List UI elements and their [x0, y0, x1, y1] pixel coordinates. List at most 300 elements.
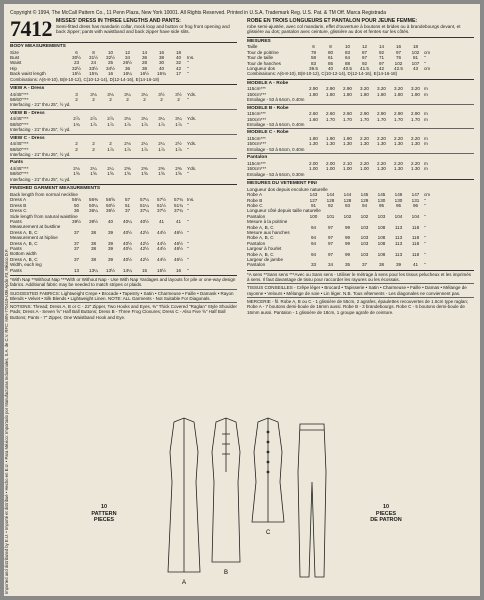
cell-unit: m	[424, 166, 428, 172]
cell-value: 130	[394, 197, 403, 203]
row-label: Pants	[10, 218, 22, 224]
row-label: Measurement at hipline	[10, 235, 58, 241]
cell-value: 1⅞	[90, 121, 97, 127]
cell-value: 17	[175, 71, 182, 77]
cell-value: 95	[395, 202, 402, 208]
cell-value: 30	[158, 60, 165, 66]
cell-value: 104	[394, 213, 403, 219]
cell-value: 2.20	[360, 160, 369, 166]
cell-value: 3½	[175, 91, 182, 97]
cell-value: 2	[75, 146, 78, 152]
cell-value: 16½	[140, 71, 149, 77]
cell-value: 2⅞	[107, 116, 114, 122]
cell-value: 32½	[106, 55, 115, 60]
view-heading: VIEW A - Dress	[10, 86, 45, 92]
cell-value: 3⅛	[124, 116, 131, 122]
cell-value: 40.5	[343, 66, 352, 72]
cell-value: 42	[378, 66, 385, 72]
row-label: Longueur dos	[247, 66, 276, 72]
cell-value: 81	[412, 55, 419, 61]
cell-value: 97	[327, 235, 334, 241]
cell-value: 38	[141, 65, 148, 71]
table-row	[10, 71, 237, 76]
cell-value: 104	[411, 213, 420, 219]
cell-value: 50½	[106, 202, 115, 208]
cell-unit: m	[424, 160, 428, 166]
row-label: 44/45"***	[10, 166, 29, 172]
french-notions: MERCERIE - fil. Robe A, B ou C - 1 glissière de 55cm, 2 agrafes, épaulettes recouvertes de 1.5cm type raglan; Robe A - 7 boutons demi-boule de 16mm aussi. Robe B - 3 brandebourgs. Robe C - 5 boutons demi-boule de 16mm aussi. Pantalon - 1 glissière de 18cm, 1 groupe agrafe de ceinture.	[247, 298, 469, 315]
english-body-table	[10, 50, 237, 77]
cell-value: 103	[360, 251, 369, 257]
fig-label-a: A	[182, 580, 187, 586]
interfacing-note: Interfacing - 21" thru 25", ½ yd.	[10, 152, 71, 158]
cell-value: 130	[377, 197, 386, 203]
row-label: Pantalon	[247, 213, 266, 219]
cell-value: 97	[378, 60, 385, 66]
english-description: Semi-fitted dress has mandarin collar, mock loop and button or frog front opening and back zipper; pants with waistband and back zipper have side slits.	[56, 24, 230, 35]
cell-value: 99	[344, 224, 351, 230]
english-finished-table	[10, 192, 237, 273]
fig-label-c: C	[266, 530, 271, 536]
french-column	[247, 18, 474, 315]
cell-value: 1.00	[309, 166, 318, 172]
french-title: ROBE EN TROIS LONGUEURS ET PANTALON POUR JEUNE FEMME:	[247, 18, 418, 24]
cell-value: 2.20	[360, 136, 369, 142]
cell-unit: cm	[424, 49, 431, 55]
cell-value: 3	[75, 91, 78, 97]
cell-unit: "	[424, 251, 426, 257]
french-yardage	[247, 81, 474, 177]
row-label: Mesure à la poitrine	[247, 219, 288, 225]
cell-value: 46½	[174, 240, 183, 246]
row-label: Robe A, B, C	[247, 251, 274, 257]
cell-value: 131	[411, 197, 420, 203]
cell-value: 42	[175, 65, 182, 71]
cell-value: 1⅝	[175, 171, 182, 177]
cell-value: 145	[377, 192, 386, 198]
english-finished-title: FINISHED GARMENT MEASUREMENTS	[10, 186, 101, 192]
cell-value: 2.90	[343, 86, 352, 92]
french-fabrics: TISSUS CONSEILLES - Crêpe léger • Brocard • Tapisserie • Satin • Charmeuse • Faille • Damas • Mélange de rayonne • Velours • Mélange de soie • Lin léger. N.B. Tous vêtements - Les diagonales ne conviennent pas.	[247, 285, 467, 296]
row-label: Robe C	[247, 202, 263, 208]
cell-value: 2.20	[377, 136, 386, 142]
cell-value: 1.00	[360, 166, 369, 172]
cell-value: 1¾	[73, 121, 80, 127]
row-label: Waist	[10, 60, 22, 66]
cell-value: 129	[360, 197, 369, 203]
cell-value: 2⅛	[124, 141, 131, 147]
pants-drawing	[298, 424, 326, 577]
cell-value: 2	[92, 97, 95, 103]
cell-value: 113	[394, 224, 403, 230]
cell-value: 102	[360, 213, 369, 219]
english-yardage	[10, 86, 237, 182]
cell-value: 44½	[157, 256, 166, 262]
cell-value: 16	[175, 267, 182, 273]
row-label: 150cm***	[247, 116, 267, 122]
cell-value: 102	[343, 213, 352, 219]
english-header	[10, 18, 237, 40]
cell-value: 38	[90, 245, 97, 251]
cell-value: 2.20	[411, 136, 420, 142]
cell-unit: "	[187, 208, 189, 214]
cell-unit: "	[424, 60, 426, 66]
pieces-word-fr: PIECES	[375, 510, 397, 517]
cell-unit: m	[424, 136, 428, 142]
cell-value: 97	[395, 49, 402, 55]
cell-value: 39	[107, 240, 114, 246]
cell-value: 97	[327, 240, 334, 246]
cell-value: 39½	[72, 218, 81, 224]
row-label: Tour de hanches	[247, 60, 281, 66]
cell-unit: "	[187, 146, 189, 152]
row-label: 58/60"***	[10, 121, 29, 127]
cell-value: 51½	[157, 202, 166, 208]
cell-value: 99	[344, 235, 351, 241]
cell-value: 37	[73, 256, 80, 262]
cell-unit: cm	[424, 66, 431, 72]
view-heading: Pants	[10, 160, 24, 166]
row-label: 58/60"***	[10, 146, 29, 152]
cell-value: 38	[378, 262, 385, 268]
cell-value: 100	[309, 213, 318, 219]
cell-value: 128	[326, 197, 335, 203]
cell-unit: "	[187, 171, 189, 177]
cell-value: 113	[394, 235, 403, 241]
cell-value: 44½	[157, 240, 166, 246]
row-label: 115cm***	[247, 86, 266, 92]
cell-value: 40½	[123, 245, 132, 251]
cell-value: 94	[361, 202, 368, 208]
cell-value: 92	[327, 202, 334, 208]
cell-value: 2.90	[411, 111, 420, 117]
cell-unit: "	[187, 60, 189, 66]
cell-unit: Yds.	[187, 166, 197, 172]
cell-value: 94	[310, 235, 317, 241]
cell-value: 2.20	[394, 136, 403, 142]
pieces-count: 10	[100, 504, 108, 510]
french-finished-title: MESURES DU VETEMENT FINI	[247, 181, 317, 187]
cell-value: 97	[327, 251, 334, 257]
cell-value: 102	[394, 60, 403, 66]
cell-value: 25	[107, 60, 114, 66]
cell-unit: "	[187, 202, 189, 208]
cell-value: 50¼	[89, 202, 98, 208]
cell-value: 1⅞	[158, 146, 165, 152]
cell-value: 1⅞	[107, 121, 114, 127]
cell-value: 1⅝	[158, 171, 165, 177]
cell-value: 1.70	[411, 116, 420, 122]
cell-value: 32	[175, 60, 182, 66]
cell-value: 92	[361, 60, 368, 66]
cell-value: 36½	[106, 208, 115, 214]
row-label: 115cm***	[247, 160, 266, 166]
cell-value: 33½	[89, 65, 98, 71]
cell-value: 57	[124, 197, 131, 203]
cell-value: 42½	[140, 229, 149, 235]
cell-value: 2	[92, 141, 95, 147]
cell-value: 1⅞	[124, 121, 131, 127]
cell-value: 1.80	[309, 136, 318, 142]
cell-unit: Yds.	[187, 141, 197, 147]
cell-value: 61	[327, 55, 334, 61]
cell-value: 113	[394, 240, 403, 246]
cell-value: 2.10	[343, 160, 352, 166]
cell-value: 144	[326, 192, 335, 198]
row-label: Dress A, B, C	[10, 240, 38, 246]
cell-value: 144	[343, 192, 352, 198]
cell-value: 57¼	[140, 197, 149, 203]
english-combos: Combinations: A(6-8-10), B(8-10-12), C(10-12-14), D(12-14-16), E(14-16-18)	[10, 76, 160, 82]
cell-value: 1.80	[326, 91, 335, 97]
cell-value: 51¼	[140, 202, 149, 208]
cell-value: 2¼	[90, 166, 97, 172]
cell-value: 56⅝	[106, 197, 115, 203]
cell-unit: m	[424, 111, 428, 117]
cell-value: 36	[73, 208, 80, 214]
cell-unit: "	[424, 213, 426, 219]
cell-value: 2.60	[343, 111, 352, 117]
cell-value: 56⅛	[72, 197, 81, 203]
cell-value: 41.5	[360, 66, 369, 72]
cell-value: 51	[124, 202, 131, 208]
cell-value: 78	[310, 49, 317, 55]
pieces-word: PATTERN	[91, 510, 117, 517]
row-label: 44/45"***	[10, 141, 29, 147]
french-finished-table	[247, 187, 474, 268]
cell-value: 85	[327, 60, 334, 66]
cell-value: 101	[326, 213, 335, 219]
cell-value: 16	[107, 71, 114, 77]
cell-value: 3.20	[360, 86, 369, 92]
interfacing-note: Entoilage - 53 à 64cm, 0.30m	[247, 171, 305, 177]
cell-value: 1.30	[343, 141, 352, 147]
table-row	[10, 268, 237, 273]
english-notions: NOTIONS: Thread; Dress A, B or C - 22" Zipper, Two Hooks and Eyes, ⅜" Thick Covered "Raglan" Style Shoulder Pads; Dress A - Seven ⅝" Half Ball Buttons; Dress B - Three Frog Closures; Dress C - Also Five ⅝" Half Ball Buttons; Pants - 7" Zipper, One Waistband Hook and Eye.	[10, 304, 237, 320]
cell-value: 30½	[72, 55, 81, 60]
row-label: Bottom width	[10, 251, 37, 257]
row-label: 58/60"***	[10, 171, 29, 177]
row-label: Mesure aux hanches	[247, 229, 290, 235]
cell-value: 1⅞	[141, 121, 148, 127]
cell-value: 1.30	[394, 141, 403, 147]
cell-unit: Yds.	[187, 116, 197, 122]
cell-value: 1.70	[326, 116, 335, 122]
cell-unit: "	[187, 71, 189, 77]
cell-value: 91	[310, 202, 317, 208]
cell-value: 2⅞	[73, 116, 80, 122]
cell-value: 2.20	[394, 160, 403, 166]
cell-value: 1⅞	[158, 121, 165, 127]
cell-value: 2⅛	[73, 166, 80, 172]
view-heading: MODELE A - Robe	[247, 80, 289, 86]
cell-value: 1.30	[411, 141, 420, 147]
cell-value: 15¾	[89, 71, 98, 77]
cell-value: 2¼	[107, 166, 114, 172]
cell-value: 37	[124, 208, 131, 214]
cell-value: 15½	[72, 71, 81, 77]
row-label: Robe B	[247, 197, 263, 203]
cell-value: 12	[361, 44, 368, 50]
row-label: Tour de taille	[247, 55, 274, 61]
pattern-envelope-back	[4, 4, 480, 596]
cell-value: 2.60	[326, 111, 335, 117]
view-heading: MODELE C - Robe	[247, 130, 289, 136]
english-nap-note: *With Nap **Without Nap ***With or Without Nap - Use With Nap Yardages and layouts for pile or one-way design fabrics. Additional fabric may be needed to match stripes or plaids.	[10, 276, 236, 288]
cell-value: 108	[377, 235, 386, 241]
cell-value: 1⅞	[175, 146, 182, 152]
cell-value: 1.80	[360, 91, 369, 97]
cell-unit: "	[187, 229, 189, 235]
cell-value: 92	[378, 49, 385, 55]
cell-value: 1.70	[377, 116, 386, 122]
cell-value: 1⅞	[141, 146, 148, 152]
cell-value: 56⅜	[89, 197, 98, 203]
cell-value: 143	[309, 192, 318, 198]
cell-value: 1⅞	[124, 146, 131, 152]
cell-value: 1.30	[360, 141, 369, 147]
cell-unit: "	[424, 235, 426, 241]
cell-value: 2.90	[309, 86, 318, 92]
cell-value: 57¾	[174, 197, 183, 203]
cell-unit: m	[424, 86, 428, 92]
cell-value: 13	[73, 267, 80, 273]
cell-value: 2.60	[309, 111, 318, 117]
cell-value: 1.60	[309, 116, 318, 122]
interfacing-note: Entoilage - 53 à 64cm, 0.40m	[247, 122, 305, 128]
cell-value: 39½	[89, 218, 98, 224]
cell-value: 14	[141, 49, 148, 55]
cell-value: 83	[344, 49, 351, 55]
cell-value: 40	[107, 218, 114, 224]
row-label: 115cm***	[247, 136, 266, 142]
cell-value: 37	[73, 229, 80, 235]
cell-value: 40	[327, 66, 334, 72]
cell-value: 23	[73, 60, 80, 66]
cell-value: 37½	[157, 208, 166, 214]
cell-value: 16¾	[157, 71, 166, 77]
cell-value: 26½	[123, 60, 132, 66]
cell-value: 95	[378, 202, 385, 208]
cell-value: 10	[344, 44, 351, 50]
cell-value: 41	[412, 262, 419, 268]
row-label: 150cm***	[247, 166, 267, 172]
row-label: Back length from normal neckline	[10, 191, 78, 197]
cell-value: 13½	[106, 267, 115, 273]
cell-unit: Ins.	[187, 197, 195, 203]
cell-value: 58	[310, 55, 317, 61]
cell-value: 46½	[174, 245, 183, 251]
row-label: Robe A, B, C	[247, 224, 274, 230]
interfacing-note: Interfacing - 21" thru 25", ¼ yd.	[10, 176, 71, 182]
cell-value: 113	[394, 251, 403, 257]
english-title: MISSES' DRESS IN THREE LENGTHS AND PANTS:	[56, 18, 181, 24]
cell-value: 51¾	[174, 202, 183, 208]
row-label: 44/45"***	[10, 91, 29, 97]
pattern-pieces-english	[74, 504, 134, 524]
row-label: Longueur dos depuis encolure naturelle	[247, 186, 328, 192]
row-label: Dress A, B, C	[10, 256, 38, 262]
interfacing-note: Entoilage - 53 à 64cm, 0.40m	[247, 97, 305, 103]
cell-value: 18	[412, 44, 419, 50]
english-body-title: BODY MEASUREMENTS	[10, 44, 66, 49]
cell-value: 28	[141, 60, 148, 66]
cell-value: 1.90	[343, 136, 352, 142]
cell-value: 3¼	[158, 116, 165, 122]
cell-value: 2⅜	[124, 166, 131, 172]
cell-value: 2	[143, 97, 146, 103]
view-heading: VIEW C - Dress	[10, 135, 45, 141]
cell-value: 38	[90, 240, 97, 246]
cell-value: 8	[92, 49, 95, 55]
cell-value: 3.20	[394, 86, 403, 92]
cell-value: 118	[411, 251, 420, 257]
cell-value: 3½	[158, 91, 165, 97]
cell-unit: "	[424, 262, 426, 268]
cell-value: 1.90	[411, 91, 420, 97]
row-label: Robe A, B, C	[247, 235, 274, 241]
row-label: Pantalon	[247, 240, 266, 246]
cell-value: 38	[90, 256, 97, 262]
cell-value: 102	[411, 49, 420, 55]
cell-value: 76	[395, 55, 402, 61]
cell-value: 40½	[123, 229, 132, 235]
row-label: Dress B	[10, 202, 27, 208]
cell-value: 8	[329, 44, 332, 50]
garment-line-drawings	[154, 412, 334, 587]
cell-value: 16¼	[123, 71, 132, 77]
cell-value: 118	[411, 224, 420, 230]
cell-value: 39	[107, 229, 114, 235]
cell-value: 1.30	[326, 141, 335, 147]
copyright-line: Copyright © 1994, The McCall Pattern Co., 11 Penn Plaza, New York 10001. All Rights Reserved. Printed in U.S.A. Trademark Reg. U.S. Pat. & TM Off. Marca Registrada	[10, 10, 386, 16]
cell-value: 128	[343, 197, 352, 203]
cell-value: 16	[395, 44, 402, 50]
cell-value: 42½	[140, 256, 149, 262]
cell-value: 57½	[157, 197, 166, 203]
cell-value: 87	[361, 49, 368, 55]
row-label: 150cm***	[247, 141, 267, 147]
row-label: Bust	[10, 55, 20, 60]
row-label: Longueur côté depuis taille naturelle	[247, 208, 321, 214]
cell-value: 18	[175, 49, 182, 55]
cell-value: 118	[411, 240, 420, 246]
cell-unit: "	[424, 202, 426, 208]
pattern-number: 7412	[10, 16, 52, 41]
row-label: Dress C	[10, 208, 27, 214]
cell-value: 1.90	[326, 136, 335, 142]
english-fabrics: SUGGESTED FABRICS: Lightweight Crepe • Brocade • Tapestry • Satin • Charmeuse • Faille • Damask • Rayon Blends • Velvet • Silk Blends • Lightweight Linen. NOTE: ALL Garments - Not Suitable For Diagonals.	[10, 290, 234, 301]
cell-value: 39.5	[309, 66, 318, 72]
cell-unit: "	[424, 224, 426, 230]
cell-value: 40¼	[123, 218, 132, 224]
cell-value: 1.30	[394, 166, 403, 172]
cell-value: 24	[90, 60, 97, 66]
cell-value: 36¼	[89, 208, 98, 214]
cell-value: 146	[394, 192, 403, 198]
cell-value: 34½	[106, 65, 115, 71]
cell-value: 108	[377, 224, 386, 230]
cell-unit: m	[424, 116, 428, 122]
row-label: Pants	[10, 245, 22, 251]
cell-value: 31½	[89, 55, 98, 60]
english-column	[10, 18, 237, 320]
cell-unit: "	[187, 267, 189, 273]
view-heading: VIEW B - Dress	[10, 110, 45, 116]
cell-value: 1⅞	[107, 146, 114, 152]
cell-value: 6	[75, 49, 78, 55]
cell-value: 71	[378, 55, 385, 61]
